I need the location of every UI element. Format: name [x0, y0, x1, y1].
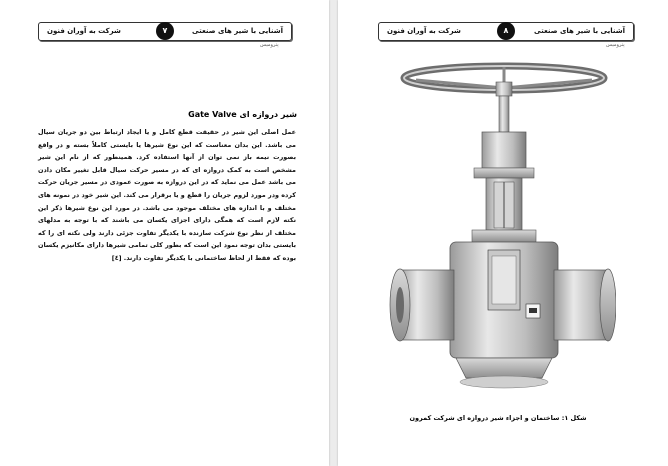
right-page	[338, 0, 668, 466]
section-title-en: Gate Valve	[188, 110, 237, 119]
header-subtext: پترومیس	[260, 42, 279, 48]
header-subtext: پترومیس	[606, 42, 625, 48]
section-title-fa: شیر دروازه ای	[239, 110, 297, 119]
page-header	[38, 22, 292, 41]
header-title: آشنایی با شیر های صنعتی	[534, 27, 625, 35]
header-title: آشنایی با شیر های صنعتی	[192, 27, 283, 35]
section-title	[37, 110, 297, 119]
left-page	[0, 0, 329, 466]
section-body: عمل اصلی این شیر در حقیقت قطع کامل و یا ایجاد ارتباط بین دو جریان سیال می باشد. این بدان معناست که این نوع شیرها یا بایستی کاملاً بسته و در واقع بصورت نیمه باز نمی توان از آنها استفاده کرد. همینطور که از نام این شیر مشخص است به کمک دروازه ای که در مسیر حرکت سیال قابل تغییر مکان دادن می باشد عمل می نماید که در این دروازه به صورت عمودی در مسیر جریان حرکت کرده ودر مورد لزوم جریان را قطع و یا برقرار می کند. این شیر خود در نمونه های مختلف و با اندازه های مختلف موجود می باشد. در مورد این نوع شیرها ذکر این نکته لازم است که همگی دارای اجزای یکسان می باشند که با توجه به مدلهای مختلف از نظر نوع شرکت سازنده با یکدیگر تفاوت جزئی دارند ولی نکته ای را که بایستی بدان توجه نمود این است که بطور کلی تمامی شیرها دارای مکانیزم یکسان بوده که فقط از لحاظ ساختمانی با یکدیگر تفاوت دارند. [٤]	[38, 128, 296, 262]
figure-caption: شکل ١: ساختمان و اجزاء شیر دروازه ای شرکت کمرون	[409, 414, 587, 422]
gate-valve-figure	[386, 60, 616, 400]
page-number: ۸	[497, 22, 515, 40]
page-number: ۷	[156, 22, 174, 40]
header-company: شرکت به آوران فنون	[387, 27, 461, 35]
header-company: شرکت به آوران فنون	[47, 27, 121, 35]
handwheel	[404, 66, 604, 96]
page-header	[378, 22, 634, 41]
